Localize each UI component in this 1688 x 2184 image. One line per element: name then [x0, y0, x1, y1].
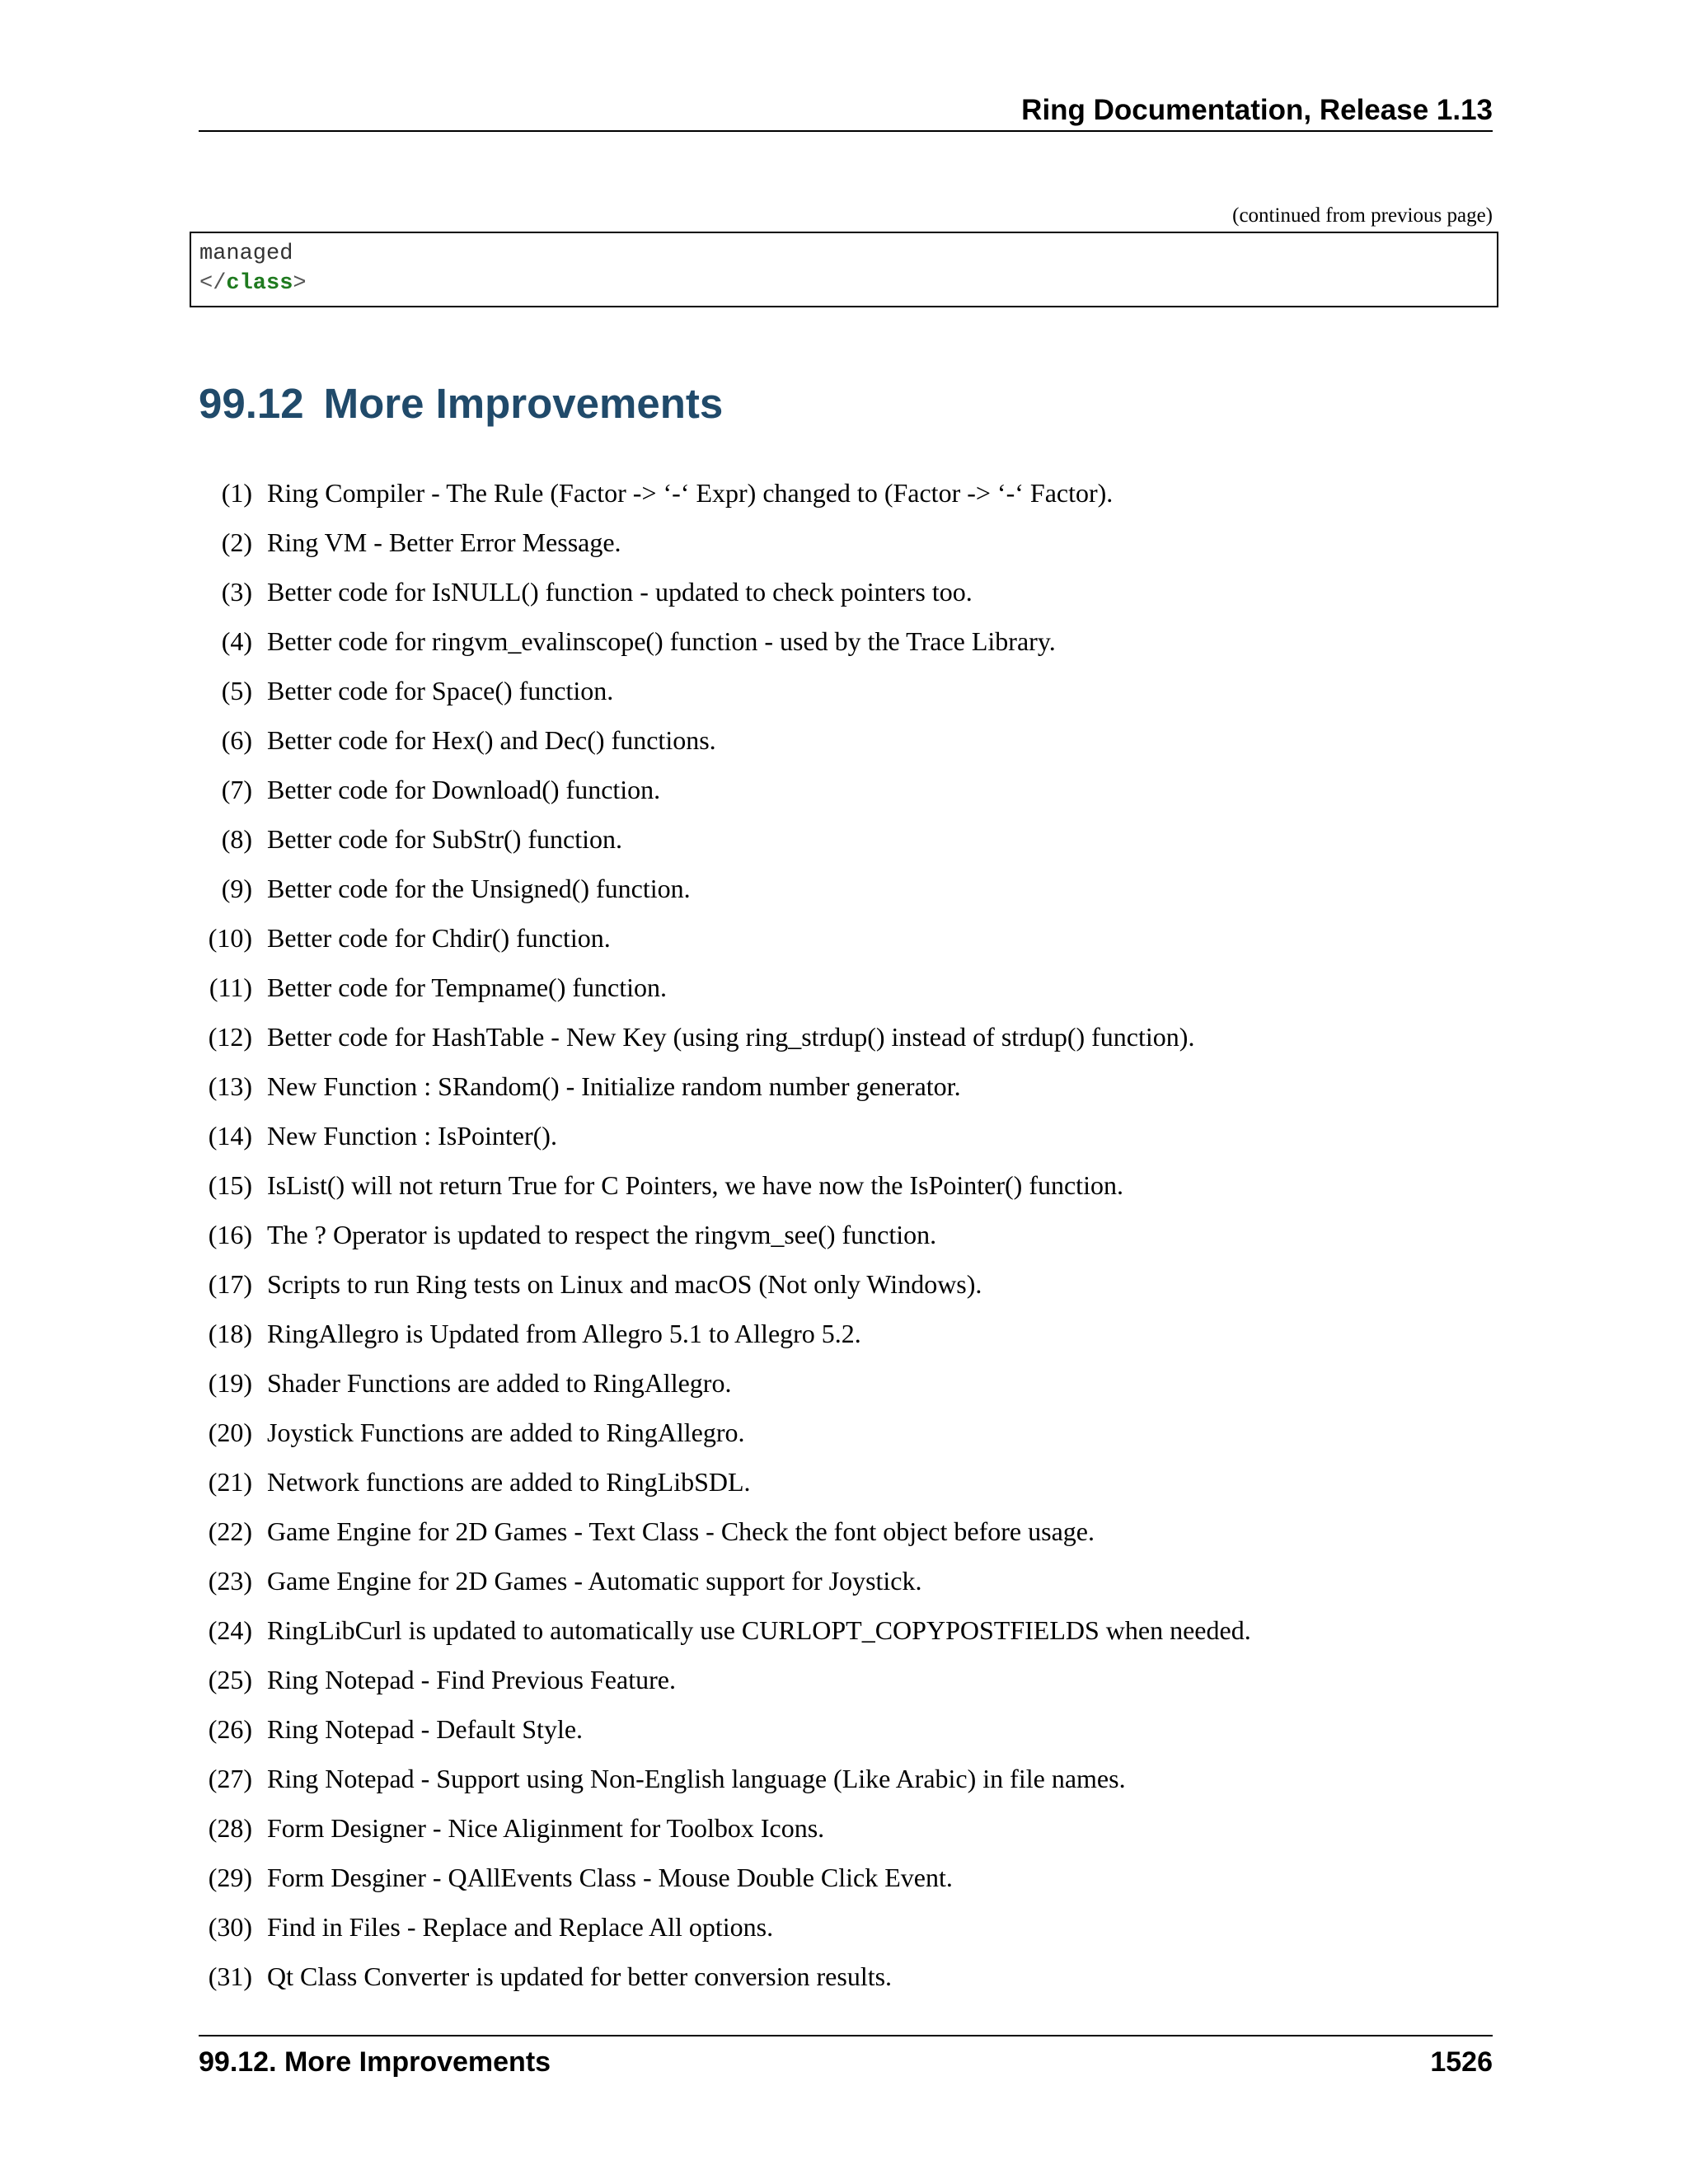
- code-block: [190, 232, 1498, 307]
- list-item: [0, 1507, 1688, 1556]
- list-item: [0, 1358, 1688, 1408]
- list-item-number: (28): [208, 1813, 252, 1843]
- list-item-text: Form Desginer - QAllEvents Class - Mouse Double Click Event.: [267, 1863, 953, 1892]
- code-tag-open-bracket: </: [199, 271, 227, 296]
- page-header: [199, 89, 1493, 132]
- list-item-text: Joystick Functions are added to RingAllegro.: [267, 1418, 745, 1447]
- list-item: [0, 1655, 1688, 1704]
- list-item-text: Better code for SubStr() function.: [267, 824, 622, 854]
- page-number: 1526: [1430, 2046, 1493, 2078]
- list-item-text: Better code for Space() function.: [267, 676, 614, 705]
- list-item-number: (13): [208, 1071, 252, 1101]
- document-title: Ring Documentation, Release 1.13: [1021, 94, 1493, 126]
- list-item-number: (27): [208, 1764, 252, 1793]
- list-item-number: (23): [208, 1566, 252, 1596]
- list-item-number: (8): [221, 824, 252, 854]
- list-item-text: Scripts to run Ring tests on Linux and macOS (Not only Windows).: [267, 1269, 982, 1299]
- list-item-number: (3): [221, 577, 252, 607]
- list-item-number: (29): [208, 1863, 252, 1892]
- list-item: [0, 1704, 1688, 1754]
- footer-section-link[interactable]: 99.12. More Improvements: [199, 2046, 551, 2078]
- section-heading: [199, 379, 723, 429]
- list-item-number: (17): [208, 1269, 252, 1299]
- list-item-number: (1): [221, 478, 252, 508]
- list-item-number: (7): [221, 775, 252, 804]
- list-item: [0, 567, 1688, 616]
- page-footer: [199, 2035, 1493, 2086]
- code-line: [199, 269, 307, 298]
- list-item: [0, 1408, 1688, 1457]
- list-item-number: (25): [208, 1665, 252, 1694]
- list-item-number: (18): [208, 1319, 252, 1348]
- list-item-text: Shader Functions are added to RingAllegro.: [267, 1368, 732, 1398]
- list-item-number: (30): [208, 1912, 252, 1942]
- list-item-number: (15): [208, 1170, 252, 1200]
- list-item: [0, 864, 1688, 913]
- list-item-number: (10): [208, 923, 252, 953]
- list-item-text: Game Engine for 2D Games - Automatic support for Joystick.: [267, 1566, 922, 1596]
- list-item: [0, 1803, 1688, 1853]
- list-item: [0, 1259, 1688, 1309]
- list-item-text: New Function : SRandom() - Initialize random number generator.: [267, 1071, 961, 1101]
- list-item: [0, 913, 1688, 963]
- list-item-text: Ring Notepad - Default Style.: [267, 1714, 584, 1744]
- list-item: [0, 1062, 1688, 1111]
- list-item-text: Ring Compiler - The Rule (Factor -> ‘-‘ Expr) changed to (Factor -> ‘-‘ Factor).: [267, 478, 1114, 508]
- list-item-text: New Function : IsPointer().: [267, 1121, 557, 1151]
- list-item: [0, 1952, 1688, 2001]
- list-item-text: Form Designer - Nice Aliginment for Toolbox Icons.: [267, 1813, 825, 1843]
- list-item: [0, 963, 1688, 1012]
- list-item-text: Network functions are added to RingLibSDL.: [267, 1467, 751, 1497]
- list-item: [0, 1160, 1688, 1210]
- code-line: managed: [199, 241, 293, 266]
- list-item-text: Better code for ringvm_evalinscope() function - used by the Trace Library.: [267, 626, 1056, 656]
- list-item-text: Better code for Download() function.: [267, 775, 661, 804]
- list-item-number: (16): [208, 1220, 252, 1249]
- list-item: [0, 1111, 1688, 1160]
- code-tag-close-bracket: >: [293, 271, 307, 296]
- list-item-number: (20): [208, 1418, 252, 1447]
- list-item: [0, 616, 1688, 666]
- list-item: [0, 468, 1688, 518]
- list-item-number: (24): [208, 1615, 252, 1645]
- list-item: [0, 1902, 1688, 1952]
- list-item-text: Find in Files - Replace and Replace All options.: [267, 1912, 774, 1942]
- list-item-text: Better code for Chdir() function.: [267, 923, 611, 953]
- list-item-text: Better code for Hex() and Dec() functions.: [267, 725, 716, 755]
- code-tag-name: class: [226, 271, 293, 296]
- list-item: [0, 814, 1688, 864]
- section-number: 99.12: [199, 380, 304, 427]
- list-item-text: Better code for the Unsigned() function.: [267, 874, 691, 903]
- list-item: [0, 518, 1688, 567]
- list-item-number: (14): [208, 1121, 252, 1151]
- list-item-text: Ring VM - Better Error Message.: [267, 527, 621, 557]
- list-item-number: (21): [208, 1467, 252, 1497]
- list-item: [0, 1012, 1688, 1062]
- list-item-number: (9): [221, 874, 252, 903]
- list-item: [0, 1210, 1688, 1259]
- list-item-text: RingLibCurl is updated to automatically use CURLOPT_COPYPOSTFIELDS when needed.: [267, 1615, 1251, 1645]
- list-item: [0, 666, 1688, 715]
- list-item: [0, 765, 1688, 814]
- list-item-text: Ring Notepad - Support using Non-English language (Like Arabic) in file names.: [267, 1764, 1126, 1793]
- list-item-number: (4): [221, 626, 252, 656]
- list-item: [0, 1754, 1688, 1803]
- list-item: [0, 1853, 1688, 1902]
- list-item-text: Game Engine for 2D Games - Text Class - Check the font object before usage.: [267, 1516, 1095, 1546]
- list-item-number: (5): [221, 676, 252, 705]
- list-item-text: Better code for Tempname() function.: [267, 972, 667, 1002]
- list-item-number: (2): [221, 527, 252, 557]
- list-item-text: Ring Notepad - Find Previous Feature.: [267, 1665, 676, 1694]
- list-item: [0, 715, 1688, 765]
- list-item-text: Better code for HashTable - New Key (using ring_strdup() instead of strdup() function).: [267, 1022, 1195, 1052]
- continued-note: (continued from previous page): [1232, 204, 1493, 227]
- list-item-number: (6): [221, 725, 252, 755]
- list-item-text: The ? Operator is updated to respect the ringvm_see() function.: [267, 1220, 937, 1249]
- improvements-list: [0, 468, 1688, 2001]
- list-item: [0, 1605, 1688, 1655]
- list-item: [0, 1309, 1688, 1358]
- list-item-number: (31): [208, 1961, 252, 1991]
- list-item-number: (22): [208, 1516, 252, 1546]
- list-item-number: (26): [208, 1714, 252, 1744]
- section-title: More Improvements: [323, 380, 724, 427]
- list-item-number: (11): [209, 972, 252, 1002]
- list-item-text: IsList() will not return True for C Pointers, we have now the IsPointer() function.: [267, 1170, 1123, 1200]
- list-item-text: Qt Class Converter is updated for better conversion results.: [267, 1961, 893, 1991]
- list-item-text: RingAllegro is Updated from Allegro 5.1 to Allegro 5.2.: [267, 1319, 861, 1348]
- list-item: [0, 1457, 1688, 1507]
- list-item: [0, 1556, 1688, 1605]
- list-item-number: (19): [208, 1368, 252, 1398]
- list-item-number: (12): [208, 1022, 252, 1052]
- list-item-text: Better code for IsNULL() function - updated to check pointers too.: [267, 577, 973, 607]
